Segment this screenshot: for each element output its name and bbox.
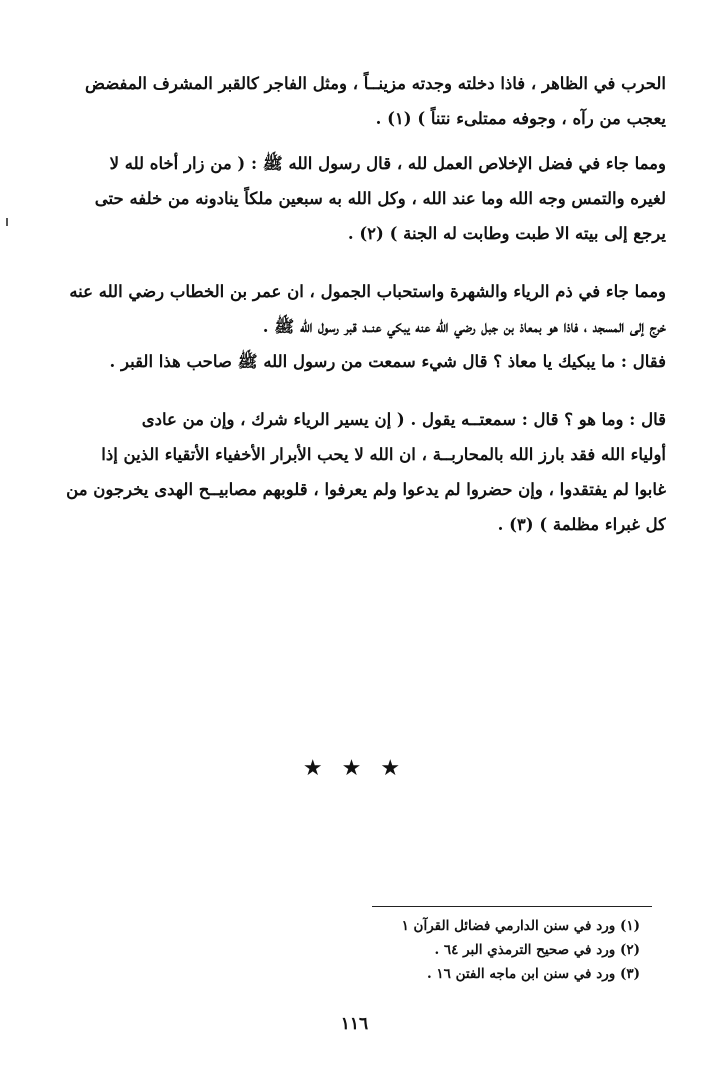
footnotes — [340, 914, 640, 986]
text-line: قال : وما هو ؟ قال : سمعتــه يقول . ( إن يسير الرياء شرك ، وإن من عادى — [141, 410, 666, 429]
text-line: يعجب من رآه ، وجوفه ممتلىء نتناً ) (١) . — [375, 109, 666, 128]
text-line: الحرب في الظاهر ، فاذا دخلته وجدته مزينــاً ، ومثل الفاجر كالقبر المشرف المفضض — [84, 74, 666, 93]
text-line: يرجع إلى بيته الا طبت وطابت له الجنة ) (٢) . — [347, 224, 666, 243]
footnote: (٢) ورد في صحيح الترمذي البر ٦٤ . — [434, 942, 640, 958]
scan-edge-mark — [6, 218, 8, 226]
text-line: كل غبراء مظلمة ) (٣) . — [497, 515, 666, 534]
text-line: أولياء الله فقد بارز الله بالمحاربــة ، ان الله لا يحب الأبرار الأخفياء الأتقياء الذين إذا — [101, 445, 666, 464]
text-line: فقال : ما يبكيك يا معاذ ؟ قال شيء سمعت من رسول الله ﷺ صاحب هذا القبر . — [109, 352, 666, 371]
footnote-divider — [372, 906, 652, 907]
text-line: ومما جاء في ذم الرياء والشهرة واستحباب الجمول ، ان عمر بن الخطاب رضي الله عنه — [69, 282, 666, 301]
paragraph — [58, 402, 666, 542]
footnote: (٣) ورد في سنن ابن ماجه الفتن ١٦ . — [426, 966, 640, 982]
paragraph — [58, 146, 666, 251]
text-line: ومما جاء في فضل الإخلاص العمل لله ، قال رسول الله ﷺ : ( من زار أخاه لله لا — [109, 154, 666, 173]
text-line: خرج إلى المسجد ، فاذا هو بمعاذ بن جبل رضي الله عنه يبكي عنــد قبر رسول الله ﷺ . — [262, 317, 666, 336]
page-number: ١١٦ — [340, 1014, 369, 1034]
text-line: لغيره والتمس وجه الله وما عند الله ، وكل الله به سبعين ملكاً ينادونه من خلفه حتى — [94, 189, 666, 208]
text-line: غابوا لم يفتقدوا ، وإن حضروا لم يدعوا ولم يعرفوا ، قلوبهم مصابيــح الهدى يخرجون من — [66, 480, 666, 499]
footnote: (١) ورد في سنن الدارمي فضائل القرآن ١ — [401, 918, 640, 934]
paragraph — [58, 66, 666, 136]
paragraph — [58, 274, 666, 379]
section-separator: ★ ★ ★ — [302, 756, 407, 781]
